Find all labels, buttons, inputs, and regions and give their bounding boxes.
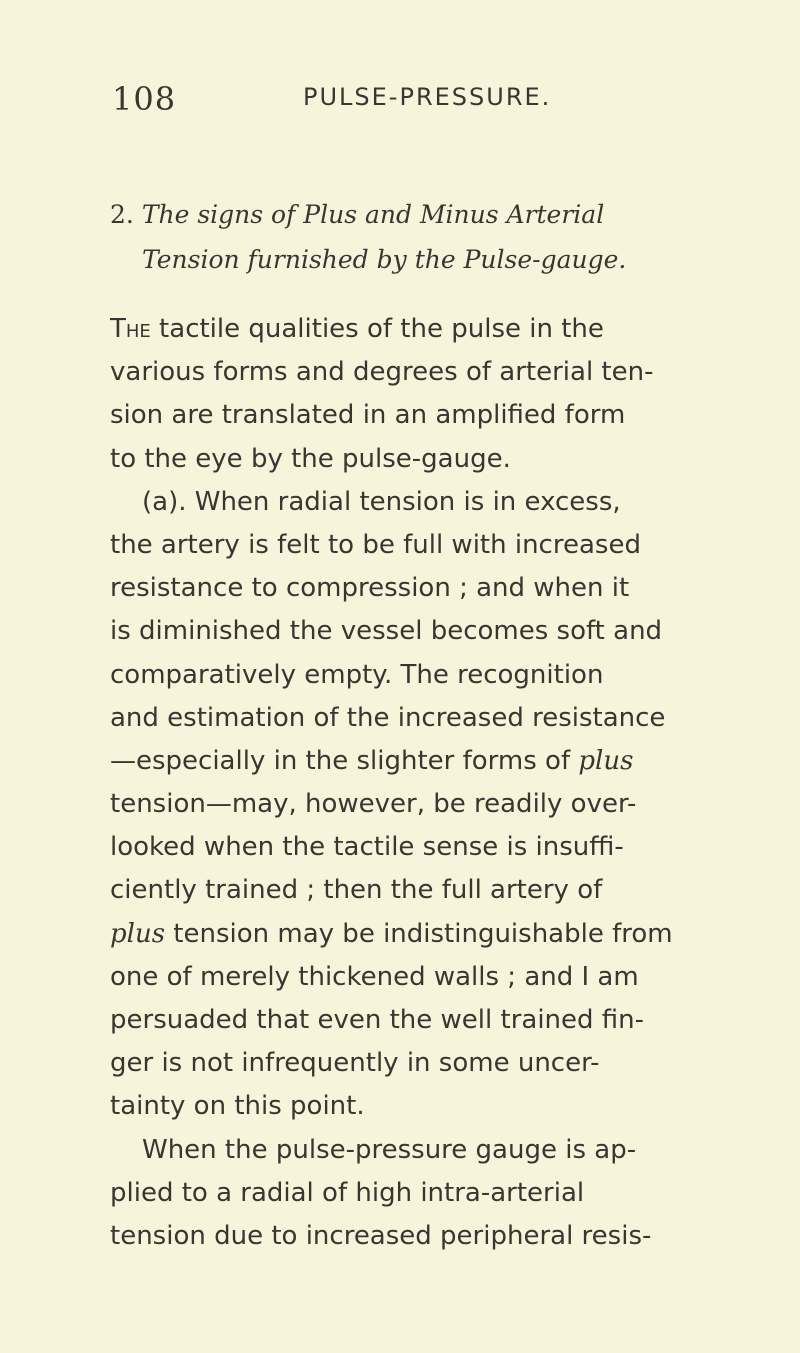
text-line: tension due to increased peripheral resis- — [110, 1220, 652, 1251]
text-line: resistance to compression ; and when it — [110, 573, 630, 604]
text-line — [110, 308, 750, 351]
text-fragment: tension may be indistinguishable from — [165, 918, 673, 949]
text-fragment: —especially in the slighter forms of — [110, 745, 579, 776]
italic-term: plus — [110, 918, 166, 949]
body-text — [110, 308, 750, 1258]
text-line: looked when the tactile sense is insuffi- — [110, 832, 624, 863]
text-line: ciently trained ; then the full artery of — [110, 875, 603, 906]
text-line — [110, 913, 750, 956]
text-line: plied to a radial of high intra-arterial — [110, 1177, 585, 1208]
text-line: various forms and degrees of arterial ten- — [110, 357, 654, 388]
text-line: tainty on this point. — [110, 1091, 365, 1122]
text-line: to the eye by the pulse-gauge. — [110, 443, 511, 474]
section-number: 2. — [110, 200, 134, 229]
text-line: one of merely thickened walls ; and I am — [110, 961, 639, 992]
text-line: tension—may, however, be readily over- — [110, 789, 637, 820]
text-line: and estimation of the increased resistance — [110, 702, 666, 733]
text-line: persuaded that even the well trained fin- — [110, 1005, 645, 1035]
text-line: comparatively empty. The recognition — [110, 659, 604, 690]
running-head: PULSE-PRESSURE. — [303, 83, 552, 111]
section-title-line-2: Tension furnished by the Pulse-gauge. — [142, 245, 627, 274]
item-label: (a). — [142, 486, 187, 517]
text-line: When the pulse-pressure gauge is ap- — [142, 1134, 637, 1165]
text-line — [110, 740, 750, 783]
page-number: 108 — [112, 80, 177, 118]
section-title-line-1: The signs of Plus and Minus Arterial — [141, 200, 605, 229]
section-heading — [110, 192, 750, 282]
italic-term: plus — [578, 745, 634, 776]
text-line: the artery is felt to be full with increased — [110, 529, 641, 560]
text-line: is diminished the vessel becomes soft and — [110, 616, 663, 647]
text-line: ger is not infrequently in some uncer- — [110, 1048, 600, 1079]
text-fragment: tactile qualities of the pulse in the — [150, 314, 604, 344]
text-line: sion are translated in an amplified form — [110, 400, 626, 431]
text-fragment: When radial tension is in excess, — [186, 486, 621, 517]
paragraph-lead-word: The — [110, 314, 151, 344]
text-line — [110, 481, 750, 524]
